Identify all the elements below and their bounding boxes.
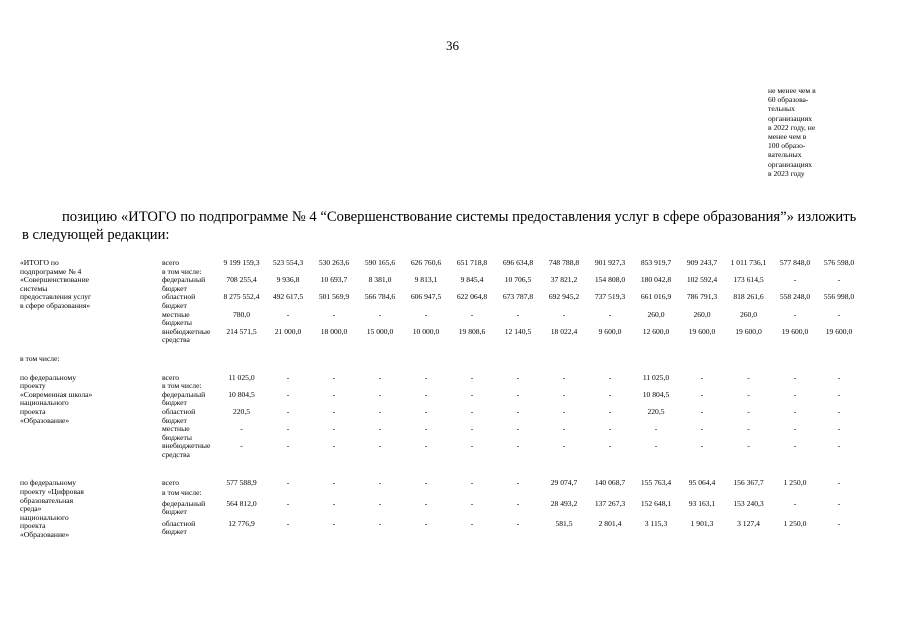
value-cell: 9 199 159,3	[223, 258, 260, 267]
total-block-label: «ИТОГО по подпрограмме № 4 «Совершенствование системы предоставления услуг в сфере образования»	[20, 258, 92, 310]
value-cell: 11 025,0	[228, 372, 255, 382]
value-cell: -	[378, 389, 382, 399]
value-cell: -	[378, 406, 382, 416]
value-cell: -	[286, 441, 290, 451]
value-cell	[725, 489, 772, 499]
value-cell: 626 760,6	[410, 258, 442, 267]
value-cell: -	[240, 441, 243, 451]
value-cell: -	[837, 441, 841, 451]
value-cell: -	[516, 518, 520, 528]
value-cell: -	[378, 424, 382, 434]
value-cell: 558 248,0	[779, 292, 811, 302]
value-cell: 154 808,0	[594, 275, 626, 285]
value-cell: -	[378, 478, 382, 488]
value-cell: 18 022,4	[550, 326, 578, 336]
value-cell: -	[286, 478, 290, 488]
value-cell: -	[793, 389, 797, 399]
project-block-label: по федеральному проекту «Цифровая образовательная среда» национального проекта «Образование»	[20, 478, 84, 540]
value-cell: 180 042,8	[640, 275, 672, 285]
value-cell: 1 011 736,1	[730, 258, 767, 267]
value-cell: -	[837, 372, 841, 382]
value-cell	[541, 489, 587, 499]
value-cell: -	[516, 406, 520, 416]
value-cell: 10 693,7	[320, 275, 348, 285]
spacer-row	[20, 345, 860, 355]
value-cell: -	[516, 389, 520, 399]
value-cell: -	[837, 389, 841, 399]
value-cell: -	[470, 389, 474, 399]
value-cell: -	[654, 441, 658, 451]
value-cell: 18 000,0	[320, 326, 348, 336]
value-cell: -	[747, 389, 750, 399]
value-cell: 12 140,5	[504, 326, 532, 336]
value-cell: 1 250,0	[783, 518, 807, 528]
row-category: областной бюджет	[162, 406, 196, 425]
value-cell: -	[562, 406, 566, 416]
row-category: всего	[162, 372, 180, 382]
value-cell: -	[378, 309, 382, 319]
value-cell: -	[332, 478, 336, 488]
value-cell: -	[332, 518, 336, 528]
value-cell: -	[470, 478, 474, 488]
value-cell: -	[424, 478, 428, 488]
value-cell: -	[470, 441, 474, 451]
value-cell: 9 845,4	[460, 275, 484, 285]
value-cell: 818 261,6	[733, 292, 764, 302]
value-cell: -	[286, 498, 290, 508]
project-block-label: по федеральному проекту «Современная школа» национального проекта «Образование»	[20, 372, 93, 425]
value-cell: -	[793, 275, 797, 285]
value-cell: 19 600,0	[688, 326, 716, 336]
value-cell	[818, 489, 860, 499]
value-cell: -	[332, 406, 336, 416]
value-cell: 19 600,0	[735, 326, 762, 336]
value-cell: 708 255,4	[226, 275, 257, 285]
row-category: в том числе:	[162, 488, 202, 498]
value-cell	[449, 489, 495, 499]
value-cell: 15 000,0	[366, 326, 394, 336]
value-cell: 95 064,4	[688, 478, 716, 488]
value-cell: -	[700, 389, 704, 399]
value-cell: -	[286, 372, 290, 382]
value-cell: -	[424, 389, 428, 399]
value-cell: 12 776,9	[228, 518, 255, 528]
value-cell: -	[470, 518, 474, 528]
value-cell: 786 791,3	[686, 292, 718, 302]
value-cell: 737 519,3	[594, 292, 626, 302]
value-cell: 8 275 552,4	[223, 292, 260, 302]
value-cell: -	[240, 424, 243, 434]
value-cell: 9 600,0	[598, 326, 622, 336]
value-cell: -	[424, 498, 428, 508]
value-cell: 661 016,9	[640, 292, 672, 302]
value-cell: 29 074,7	[550, 478, 578, 488]
value-cell: 556 998,0	[823, 292, 855, 302]
value-cell: -	[286, 518, 290, 528]
value-cell: 11 025,0	[642, 372, 670, 382]
value-cell: -	[286, 406, 290, 416]
value-cell: -	[608, 406, 612, 416]
side-note: не менее чем в 60 образова- тельных организациях в 2022 году, не менее чем в 100 образо- вательных организациях в 2023 году	[768, 86, 816, 178]
value-cell	[311, 489, 357, 499]
value-cell: 576 598,0	[823, 258, 855, 267]
row-category: федеральный бюджет	[162, 275, 206, 293]
value-cell: 37 821,2	[550, 275, 578, 285]
value-cell: 152 648,1	[640, 498, 672, 508]
value-cell: -	[837, 518, 841, 528]
row-category: областной бюджет	[162, 518, 196, 537]
value-cell: -	[470, 372, 474, 382]
value-cell: -	[837, 309, 841, 319]
value-cell: 1 250,0	[783, 478, 807, 488]
value-cell	[587, 489, 633, 499]
value-cell: -	[654, 424, 658, 434]
value-cell	[357, 489, 403, 499]
value-cell: -	[470, 424, 474, 434]
value-cell: 501 569,9	[318, 292, 350, 302]
value-cell: 523 554,3	[272, 258, 304, 267]
value-cell: 2 801,4	[598, 518, 622, 528]
value-cell: 140 068,7	[594, 478, 626, 488]
value-cell: -	[286, 309, 290, 319]
value-cell: 155 763,4	[640, 478, 672, 488]
value-cell: 577 588,9	[226, 478, 257, 488]
value-cell: -	[562, 424, 566, 434]
value-cell: -	[700, 424, 704, 434]
row-category: всего	[162, 258, 180, 267]
value-cell: -	[378, 498, 382, 508]
value-cell: -	[470, 498, 474, 508]
value-cell: 19 808,6	[458, 326, 486, 336]
value-cell: 673 787,8	[502, 292, 534, 302]
value-cell: 102 592,4	[686, 275, 718, 285]
row-category: федеральный бюджет	[162, 498, 206, 517]
value-cell: -	[562, 441, 566, 451]
project-block-row	[20, 479, 860, 489]
value-cell	[772, 489, 818, 499]
value-cell: -	[608, 424, 612, 434]
value-cell: 3 115,3	[644, 518, 668, 528]
value-cell: 260,0	[739, 309, 758, 319]
value-cell: 564 812,0	[226, 498, 257, 508]
including-note-row	[20, 355, 860, 364]
value-cell: -	[837, 275, 841, 285]
value-cell: -	[747, 406, 750, 416]
value-cell: -	[793, 406, 797, 416]
value-cell: 156 367,7	[733, 478, 764, 488]
value-cell: -	[608, 441, 612, 451]
value-cell: 651 718,8	[456, 258, 488, 267]
row-category: в том числе:	[162, 381, 202, 391]
value-cell: 214 571,5	[226, 326, 257, 336]
value-cell: -	[470, 309, 474, 319]
value-cell	[218, 489, 265, 499]
value-cell	[633, 489, 679, 499]
value-cell: -	[793, 372, 797, 382]
value-cell: -	[516, 372, 520, 382]
project-block-row	[20, 374, 860, 383]
value-cell: -	[286, 389, 290, 399]
value-cell: 10 804,5	[642, 389, 670, 399]
spacer-cell	[20, 364, 860, 374]
value-cell: -	[516, 441, 520, 451]
value-cell: -	[837, 478, 841, 488]
value-cell: 8 381,0	[368, 275, 392, 285]
including-note: в том числе:	[20, 353, 60, 363]
value-cell: -	[332, 498, 336, 508]
value-cell: -	[562, 372, 566, 382]
heading-line-2: в следующей редакции:	[22, 227, 170, 243]
value-cell: 220,5	[647, 406, 665, 416]
value-cell: 1 901,3	[690, 518, 714, 528]
value-cell: -	[424, 372, 428, 382]
value-cell: -	[700, 441, 704, 451]
value-cell: -	[332, 389, 336, 399]
value-cell: 3 127,4	[737, 518, 760, 528]
value-cell: -	[793, 441, 797, 451]
value-cell: -	[793, 498, 797, 508]
value-cell: 153 240,3	[733, 498, 764, 508]
funding-table	[20, 259, 860, 540]
value-cell: 19 600,0	[825, 326, 853, 336]
spacer-row	[20, 459, 860, 469]
value-cell: 19 600,0	[781, 326, 809, 336]
value-cell: 577 848,0	[779, 258, 811, 267]
value-cell	[495, 489, 541, 499]
value-cell: 10 804,5	[228, 389, 255, 399]
value-cell: 581,5	[555, 518, 573, 528]
value-cell: 260,0	[693, 309, 711, 319]
value-cell: 492 617,5	[272, 292, 304, 302]
value-cell: 590 165,6	[364, 258, 396, 267]
spacer-row	[20, 364, 860, 374]
value-cell: -	[378, 441, 382, 451]
value-cell: -	[286, 424, 290, 434]
value-cell: -	[608, 309, 612, 319]
value-cell: 780,0	[232, 309, 251, 319]
value-cell: 566 784,6	[364, 292, 396, 302]
value-cell: -	[608, 372, 612, 382]
amendment-heading	[22, 208, 892, 244]
value-cell: 28 493,2	[550, 498, 578, 508]
value-cell: 260,0	[647, 309, 665, 319]
value-cell: -	[332, 424, 336, 434]
value-cell: 93 163,1	[688, 498, 716, 508]
value-cell	[679, 489, 725, 499]
value-cell: -	[747, 424, 750, 434]
heading-line-1: позицию «ИТОГО по подпрограмме № 4 “Совершенствование системы предоставления услуг в сфере образования”» изложить	[62, 209, 857, 225]
value-cell: 220,5	[232, 406, 251, 416]
value-cell: -	[837, 406, 841, 416]
value-cell: -	[700, 406, 704, 416]
value-cell: -	[516, 309, 520, 319]
spacer-cell	[20, 459, 860, 469]
row-category: внебюджетные средства	[162, 326, 211, 345]
row-category: местные бюджеты	[162, 424, 192, 442]
value-cell: -	[424, 424, 428, 434]
value-cell: -	[332, 372, 336, 382]
value-cell: -	[562, 309, 566, 319]
value-cell: 696 634,8	[502, 258, 534, 267]
value-cell: 901 927,3	[594, 258, 626, 267]
row-category: в том числе:	[162, 266, 202, 276]
page-number: 36	[446, 38, 459, 53]
value-cell: 12 600,0	[642, 326, 670, 336]
value-cell: -	[516, 498, 520, 508]
value-cell: -	[516, 424, 520, 434]
value-cell: 10 000,0	[412, 326, 440, 336]
value-cell: -	[424, 441, 428, 451]
row-category: федеральный бюджет	[162, 389, 206, 408]
value-cell	[403, 489, 449, 499]
value-cell: -	[424, 406, 428, 416]
value-cell: -	[378, 518, 382, 528]
value-cell: -	[793, 424, 797, 434]
row-category: местные бюджеты	[162, 309, 192, 328]
spacer-cell	[20, 345, 860, 355]
value-cell: -	[378, 372, 382, 382]
row-category: внебюджетные средства	[162, 441, 211, 459]
value-cell: -	[332, 441, 336, 451]
value-cell: -	[700, 372, 704, 382]
value-cell: -	[562, 389, 566, 399]
value-cell: 748 788,8	[548, 258, 580, 267]
value-cell: 173 614,5	[733, 275, 764, 285]
value-cell: -	[424, 309, 428, 319]
value-cell: -	[837, 424, 841, 434]
value-cell	[265, 489, 311, 499]
value-cell: -	[470, 406, 474, 416]
value-cell: 909 243,7	[686, 258, 718, 267]
value-cell: -	[608, 389, 612, 399]
value-cell: 21 000,0	[274, 326, 302, 336]
row-category: всего	[162, 478, 180, 488]
value-cell: -	[332, 309, 336, 319]
value-cell: 606 947,5	[410, 292, 442, 302]
total-block-row	[20, 259, 860, 268]
value-cell: -	[793, 309, 797, 319]
value-cell: 9 813,1	[414, 275, 438, 285]
value-cell: 137 267,3	[594, 498, 626, 508]
value-cell: -	[837, 498, 841, 508]
value-cell: 853 919,7	[640, 258, 672, 267]
row-category: областной бюджет	[162, 292, 196, 310]
value-cell: 622 064,8	[456, 292, 488, 302]
value-cell: -	[424, 518, 428, 528]
value-cell: 692 945,2	[548, 292, 580, 302]
value-cell: 530 263,6	[318, 258, 350, 267]
value-cell: 10 706,5	[504, 275, 532, 285]
value-cell: -	[747, 372, 750, 382]
value-cell: -	[747, 441, 750, 451]
value-cell: 9 936,8	[276, 275, 300, 285]
value-cell: -	[516, 478, 520, 488]
